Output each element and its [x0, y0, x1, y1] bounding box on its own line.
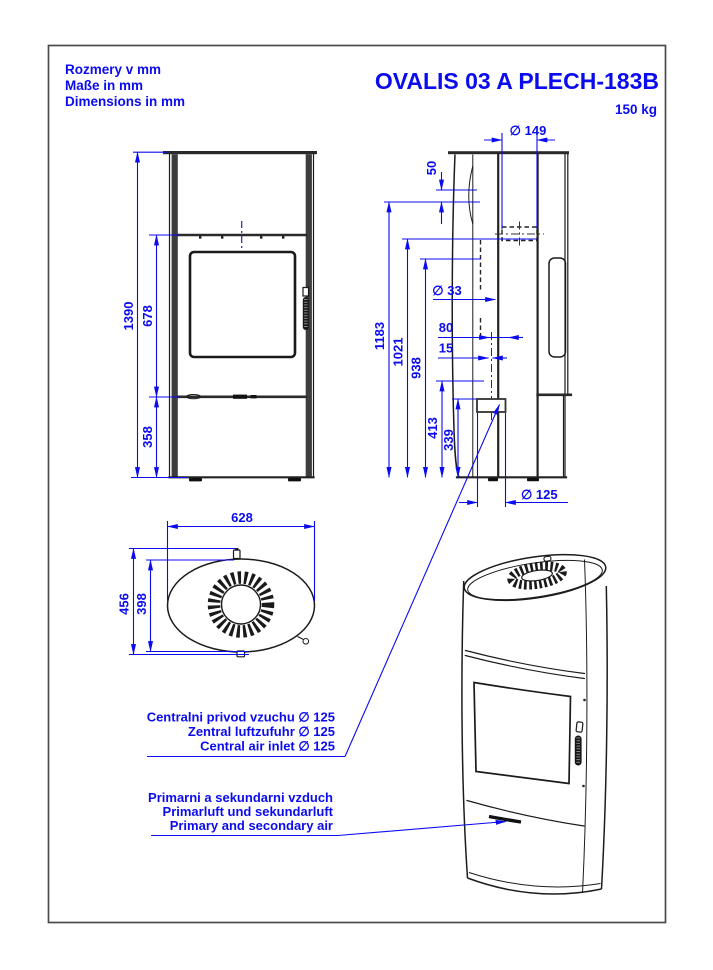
primary-air-line-2: Primarluft und sekundarluft — [162, 804, 333, 819]
front-door-latch — [303, 288, 309, 297]
dim-height-413: 413 — [425, 417, 440, 439]
persp-door-glass — [474, 683, 571, 784]
front-foot-left — [189, 478, 202, 481]
dim-overall-height: 1390 — [121, 301, 136, 331]
dim-offset-15: 15 — [438, 340, 454, 356]
dim-depth-body: 398 — [134, 593, 149, 615]
central-air-line-2: Zentral luftzufuhr ∅ 125 — [187, 724, 335, 739]
front-air-slider — [233, 395, 247, 399]
side-air-inlet-box — [477, 399, 506, 412]
primary-air-line-3: Primary and secondary air — [169, 818, 333, 833]
dim-top-width: 628 — [231, 510, 253, 525]
dim-flue-diameter: ∅ 149 — [509, 123, 547, 138]
dim-height-1021: 1021 — [390, 337, 406, 367]
dim-offset-80: 80 — [438, 320, 454, 335]
primary-air-line-1: Primarni a sekundarni vzduch — [148, 790, 333, 805]
side-top-cap — [448, 151, 569, 154]
dim-depth-overall: 456 — [116, 593, 132, 615]
dim-height-1183: 1183 — [372, 321, 387, 351]
dim-door-height: 678 — [140, 305, 155, 327]
top-hinge-knob — [234, 550, 241, 559]
persp-door-handle — [575, 736, 582, 766]
central-air-line-3: Central air inlet ∅ 125 — [200, 738, 335, 754]
page-title: OVALIS 03 A PLECH-183B — [374, 68, 659, 94]
central-air-line-1: Centralni privod vzuchu ∅ 125 — [146, 709, 335, 725]
front-foot-right — [288, 478, 301, 481]
units-line-2: Maße in mm — [65, 78, 144, 93]
front-door-glass — [190, 252, 295, 357]
units-line-3: Dimensions in mm — [65, 94, 186, 109]
dim-inlet-diameter: ∅ 125 — [521, 487, 558, 502]
weight-value: 150 kg — [614, 102, 657, 117]
sheet-border — [49, 46, 666, 923]
dim-flue-top-offset: 50 — [424, 160, 439, 176]
units-line-1: Rozmery v mm — [65, 62, 162, 77]
dim-base-height: 358 — [140, 426, 155, 448]
dim-hole-diameter: ∅ 33 — [432, 283, 462, 298]
persp-door-latch — [576, 722, 583, 733]
dim-height-339: 339 — [441, 429, 456, 451]
top-vent-center — [222, 585, 261, 624]
front-left-side-band — [172, 154, 178, 477]
front-top-cap — [163, 151, 317, 154]
dim-height-938: 938 — [408, 357, 424, 379]
